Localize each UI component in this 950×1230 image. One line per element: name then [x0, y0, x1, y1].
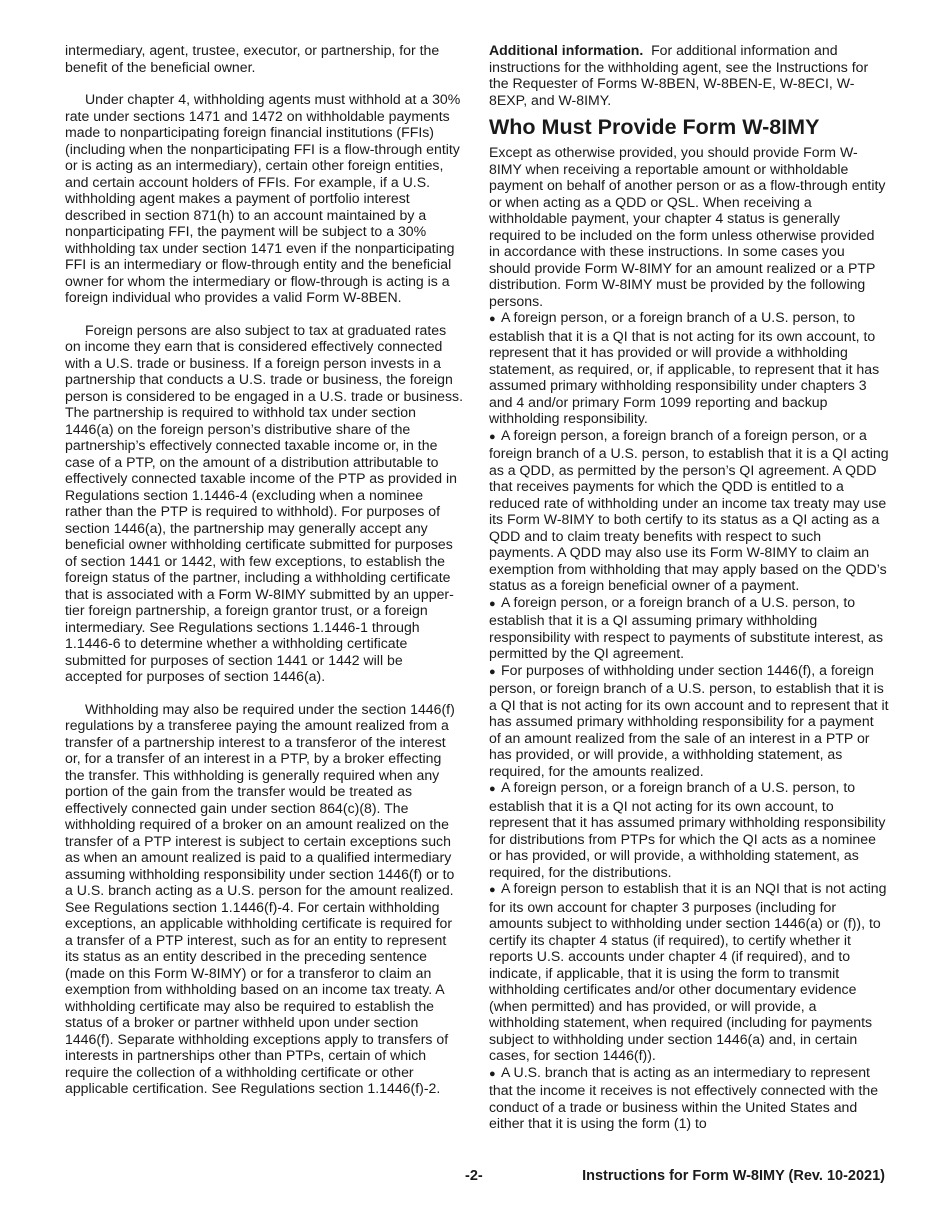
- right-column: [489, 42, 889, 1132]
- bullet-text: A foreign person, or a foreign branch of a U.S. person, to establish that it is a QI that is not acting for its own account, to represent that it has provided or will provide a withholding statement, as required, or, if applicable, to represent that it has assumed primary withholding responsibility under chapters 3 and 4 and/or primary Form 1099 reporting and backup withholding responsibility.: [489, 309, 880, 426]
- intro-paragraph: Except as otherwise provided, you should provide Form W-8IMY when receiving a reportable amount or withholdable payment on behalf of another person or as a flow-through entity or when acting as a QDD or QSL. When receiving a withholdable payment, your chapter 4 status is generally required to be included on the form unless otherwise provided in accordance with these instructions. In some cases you should provide Form W-8IMY for an amount realized or a PTP distribution. Form W-8IMY must be provided by the following persons.: [489, 144, 886, 309]
- list-item: [489, 880, 889, 1064]
- list-item: [489, 662, 889, 780]
- bullet-text: For purposes of withholding under section 1446(f), a foreign person, or foreign branch of a U.S. person, to establish that it is a QI that is not acting for its own account and to represent that it has assumed primary withholding responsibility for a payment of an amount realized from the sale of an interest in a PTP or has provided, or will provide, a withholding statement, as required, for the amounts realized.: [489, 661, 889, 779]
- bullet-icon: ●: [489, 884, 496, 896]
- additional-info-lead: Additional information.: [489, 42, 644, 58]
- additional-info: [489, 42, 889, 108]
- list-item: [489, 779, 889, 880]
- left-paragraph-4: Withholding may also be required under the section 1446(f) regulations by a transferee paying the amount realized from a transfer of a partnership interest to a transferor of the interest or, for a transfer of an interest in a PTP, by a broker effecting the transfer. This withholding is generally required when any portion of the gain from the transfer would be treated as effectively connected gain under section 864(c)(8). The withholding required of a broker on an amount realized on the transfer of a PTP interest is subject to certain exceptions such as when an amount realized is paid to a qualified intermediary assuming withholding responsibility under section 1446(f) or to a U.S. branch acting as a U.S. person for the amount realized. See Regulations section 1.1446(f)-4. For certain withholding exceptions, an applicable withholding certificate is required for a transfer of a PTP interest, such as for an entity to represent its status as an entity described in the preceding sentence (made on this Form W-8IMY) or for a transferor to claim an exemption from withholding based on an income tax treaty. A withholding certificate may also be required to establish the status of a broker or partner withheld upon under section 1446(f). Separate withholding exceptions apply to transfers of interests in partnerships other than PTPs, certain of which require the collection of a withholding certificate or other applicable certification. See Regulations section 1.1446(f)-2.: [65, 700, 455, 1096]
- page-number: -2-: [465, 1168, 483, 1184]
- bullet-list: [489, 309, 889, 1132]
- bullet-icon: ●: [489, 665, 496, 678]
- list-item: [489, 1064, 889, 1132]
- left-paragraph-1: intermediary, agent, trustee, executor, or partnership, for the benefit of the beneficial owner.: [65, 42, 440, 75]
- left-paragraph-2: Under chapter 4, withholding agents must withhold at a 30% rate under sections 1471 and 1472 on withholdable payments made to nonparticipating foreign financial institutions (FFIs) (including when the nonparticipating FFI is a flow-through entity or is acting as an intermediary), certain other foreign entities, and certain account holders of FFIs. For example, if a U.S. withholding agent makes a payment of portfolio interest described in section 871(h) to an account maintained by a nonparticipating FFI, the payment will be subject to a 30% withholding tax under section 1471 even if the nonparticipating FFI is an intermediary or flow-through entity and the beneficial owner for whom the intermediary or flow-through is acting is a foreign individual who provides a valid Form W-8BEN.: [65, 91, 461, 305]
- bullet-text: A foreign person, a foreign branch of a foreign person, or a foreign branch of a U.S. person, to establish that it is a QI acting as a QDD, as permitted by the person’s QI agreement. A QDD that receives payments for which the QDD is entitled to a reduced rate of withholding under an income tax treaty may use its Form W-8IMY to both certify to its status as a QI acting as a QDD and to claim treaty benefits with respect to such payments. A QDD may also use its Form W-8IMY to claim an exemption from withholding that may apply based on the QDD’s status as a foreign beneficial owner of a payment.: [489, 426, 889, 593]
- page-footer: [0, 1168, 950, 1188]
- additional-info-text: For additional information and instructions for the withholding agent, see the Instructions for the Requester of Forms W-8BEN, W-8BEN-E, W-8ECI, W-8EXP, and W-8IMY.: [489, 42, 869, 108]
- bullet-icon: ●: [489, 1067, 496, 1080]
- bullet-icon: ●: [489, 783, 496, 795]
- footer-form-title: Instructions for Form W-8IMY (Rev. 10-2021): [582, 1168, 885, 1184]
- bullet-text: A foreign person to establish that it is an NQI that is not acting for its own account for chapter 3 purposes (including for amounts subject to withholding under section 1446(a) or (f)), to certify its chapter 4 status (if required), to certify whether it reports U.S. accounts under chapter 4 (if required), and to indicate, if applicable, that it is using the form to transmit withholding certificates and/or other documentary evidence (when permitted) and has provided, or will provide, a withholding statement, when required (including for payments subject to withholding under section 1446(a) and, in certain cases, for section 1446(f)).: [489, 880, 887, 1063]
- bullet-icon: ●: [489, 313, 496, 325]
- bullet-icon: ●: [489, 597, 496, 610]
- bullet-text: A foreign person, or a foreign branch of a U.S. person, to establish that it is a QI assuming primary withholding responsibility with respect to payments of substitute interest, as permitted by the QI agreement.: [489, 593, 884, 661]
- left-paragraph-3: Foreign persons are also subject to tax at graduated rates on income they earn that is considered effectively connected with a U.S. trade or business. If a foreign person invests in a partnership that conducts a U.S. trade or business, the foreign person is considered to be engaged in a U.S. trade or business. The partnership is required to withhold tax under section 1446(a) on the foreign person’s distributive share of the partnership’s effectively connected taxable income or, in the case of a PTP, on the amount of a distribution attributable to effectively connected taxable income of the PTP as provided in Regulations section 1.1446-4 (excluding when a nominee rather than the PTP is required to withhold). For purposes of section 1446(a), the partnership may generally accept any beneficial owner withholding certificate submitted for purposes of section 1441 or 1442, with few exceptions, to establish the foreign status of the partner, including a withholding certificate that is associated with a Form W-8IMY submitted by an upper-tier foreign partnership, a foreign grantor trust, or a foreign intermediary. See Regulations sections 1.1446-1 through 1.1446-6 to determine whether a withholding certificate submitted for purposes of section 1441 or 1442 will be accepted for purposes of section 1446(a).: [65, 321, 464, 684]
- list-item: [489, 594, 889, 662]
- bullet-icon: ●: [489, 430, 496, 443]
- list-item: [489, 427, 889, 594]
- bullet-text: A U.S. branch that is acting as an intermediary to represent that the income it receives is not effectively connected with the conduct of a trade or business within the United States and either that it is using the form (1) to: [489, 1063, 879, 1131]
- list-item: [489, 309, 889, 427]
- bullet-text: A foreign person, or a foreign branch of a U.S. person, to establish that it is a QI not acting for its own account, to represent that it has assumed primary withholding responsibility for distributions from PTPs for which the QI acts as a nominee or has provided, or will provide, a withholding statement, as required, for the distributions.: [489, 779, 886, 880]
- section-heading: Who Must Provide Form W-8IMY: [489, 115, 820, 139]
- left-column: [65, 42, 463, 1097]
